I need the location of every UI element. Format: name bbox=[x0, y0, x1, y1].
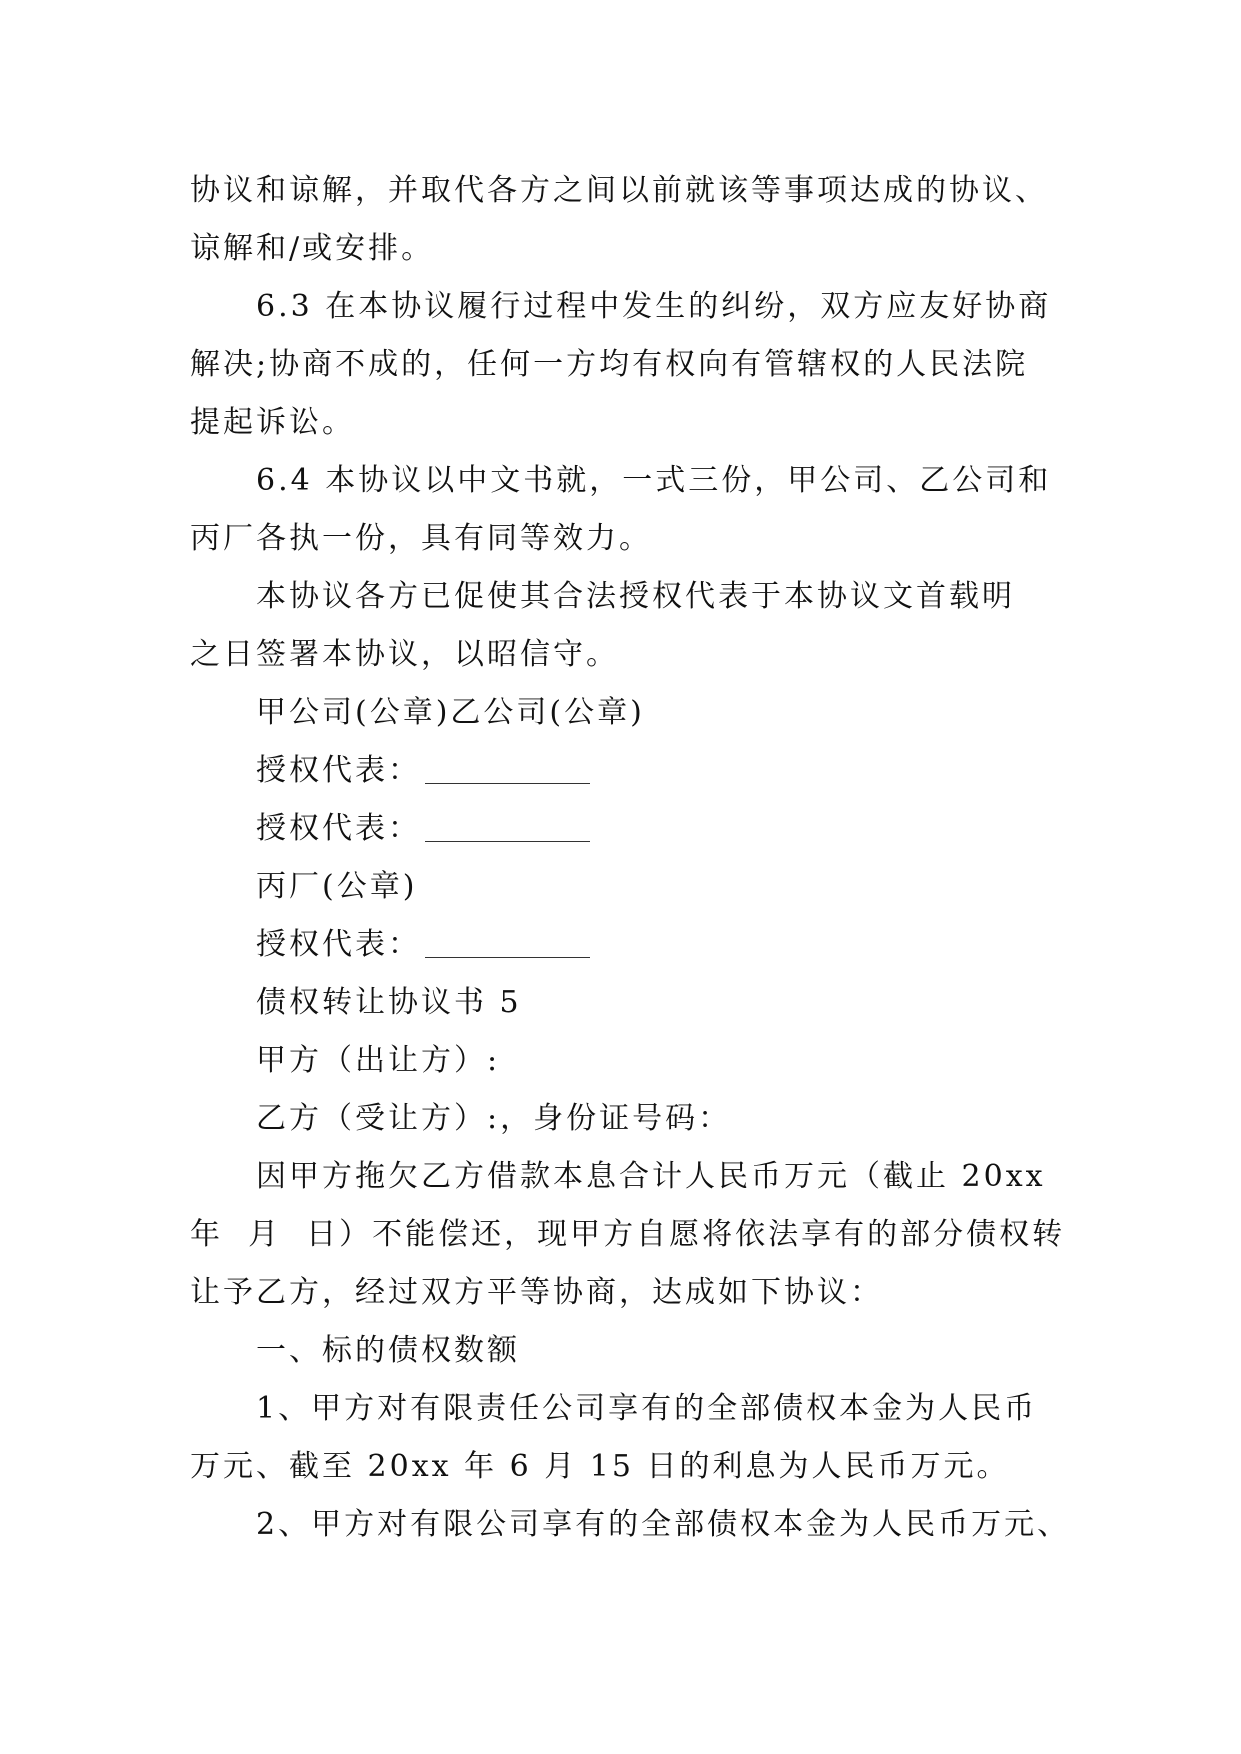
text-line-content: 一、标的债权数额 bbox=[256, 1333, 520, 1368]
text-line bbox=[190, 278, 1060, 336]
text-line bbox=[190, 394, 1060, 452]
text-line-content: 丙厂(公章) bbox=[256, 869, 418, 904]
text-line bbox=[190, 1032, 1060, 1090]
text-line-content: 万元、截至 20xx 年 6 月 15 日的利息为人民币万元。 bbox=[190, 1449, 1010, 1484]
text-line-content: 丙厂各执一份，具有同等效力。 bbox=[190, 521, 652, 556]
text-line-content: 甲方（出让方）: bbox=[256, 1043, 501, 1078]
text-line-content: 协议和谅解，并取代各方之间以前就该等事项达成的协议、 bbox=[190, 173, 1048, 208]
text-line bbox=[190, 916, 1060, 974]
text-line-content: 本协议各方已促使其合法授权代表于本协议文首载明 bbox=[256, 579, 1015, 614]
text-line bbox=[190, 1206, 1066, 1264]
text-line-content: 1、甲方对有限责任公司享有的全部债权本金为人民币 bbox=[256, 1391, 1038, 1426]
text-line-content: 提起诉讼。 bbox=[190, 405, 355, 440]
text-line bbox=[190, 626, 1060, 684]
signature-blank bbox=[425, 927, 590, 958]
text-line-content: 之日签署本协议，以昭信守。 bbox=[190, 637, 619, 672]
text-line-content: 解决;协商不成的，任何一方均有权向有管辖权的人民法院 bbox=[190, 347, 1029, 382]
text-line-content: 6.3 在本协议履行过程中发生的纠纷，双方应友好协商 bbox=[256, 289, 1052, 324]
text-line bbox=[190, 858, 1060, 916]
document-body bbox=[190, 162, 1071, 1554]
text-line-content: 乙方（受让方）:，身份证号码： bbox=[256, 1101, 732, 1136]
text-line bbox=[190, 336, 1060, 394]
text-line bbox=[190, 510, 1060, 568]
text-line bbox=[190, 1496, 1071, 1554]
text-line bbox=[190, 162, 1060, 220]
text-line-content: 授权代表： bbox=[256, 753, 421, 788]
text-line bbox=[190, 1322, 1060, 1380]
text-line bbox=[190, 1090, 1060, 1148]
text-line-content: 谅解和/或安排。 bbox=[190, 231, 435, 266]
text-line bbox=[190, 742, 1060, 800]
text-line bbox=[190, 684, 1060, 742]
text-line bbox=[190, 1148, 1060, 1206]
text-line-content: 年 月 日）不能偿还，现甲方自愿将依法享有的部分债权转 bbox=[190, 1217, 1066, 1252]
signature-blank bbox=[425, 811, 590, 842]
text-line bbox=[190, 800, 1060, 858]
text-line-content: 甲公司(公章)乙公司(公章) bbox=[256, 695, 645, 730]
text-line bbox=[190, 220, 1060, 278]
text-line-content: 2、甲方对有限公司享有的全部债权本金为人民币万元、 bbox=[256, 1507, 1071, 1542]
text-line-content: 6.4 本协议以中文书就，一式三份，甲公司、乙公司和 bbox=[256, 463, 1052, 498]
text-line-content: 因甲方拖欠乙方借款本息合计人民币万元（截止 20xx bbox=[256, 1159, 1046, 1194]
text-line bbox=[190, 1264, 1060, 1322]
text-line-content: 授权代表： bbox=[256, 811, 421, 846]
text-line-content: 授权代表： bbox=[256, 927, 421, 962]
text-line bbox=[190, 1380, 1060, 1438]
text-line-content: 债权转让协议书 5 bbox=[256, 985, 522, 1020]
text-line bbox=[190, 974, 1060, 1032]
text-line bbox=[190, 452, 1060, 510]
text-line bbox=[190, 568, 1060, 626]
signature-blank bbox=[425, 753, 590, 784]
text-line-content: 让予乙方，经过双方平等协商，达成如下协议： bbox=[190, 1275, 883, 1310]
text-line bbox=[190, 1438, 1060, 1496]
